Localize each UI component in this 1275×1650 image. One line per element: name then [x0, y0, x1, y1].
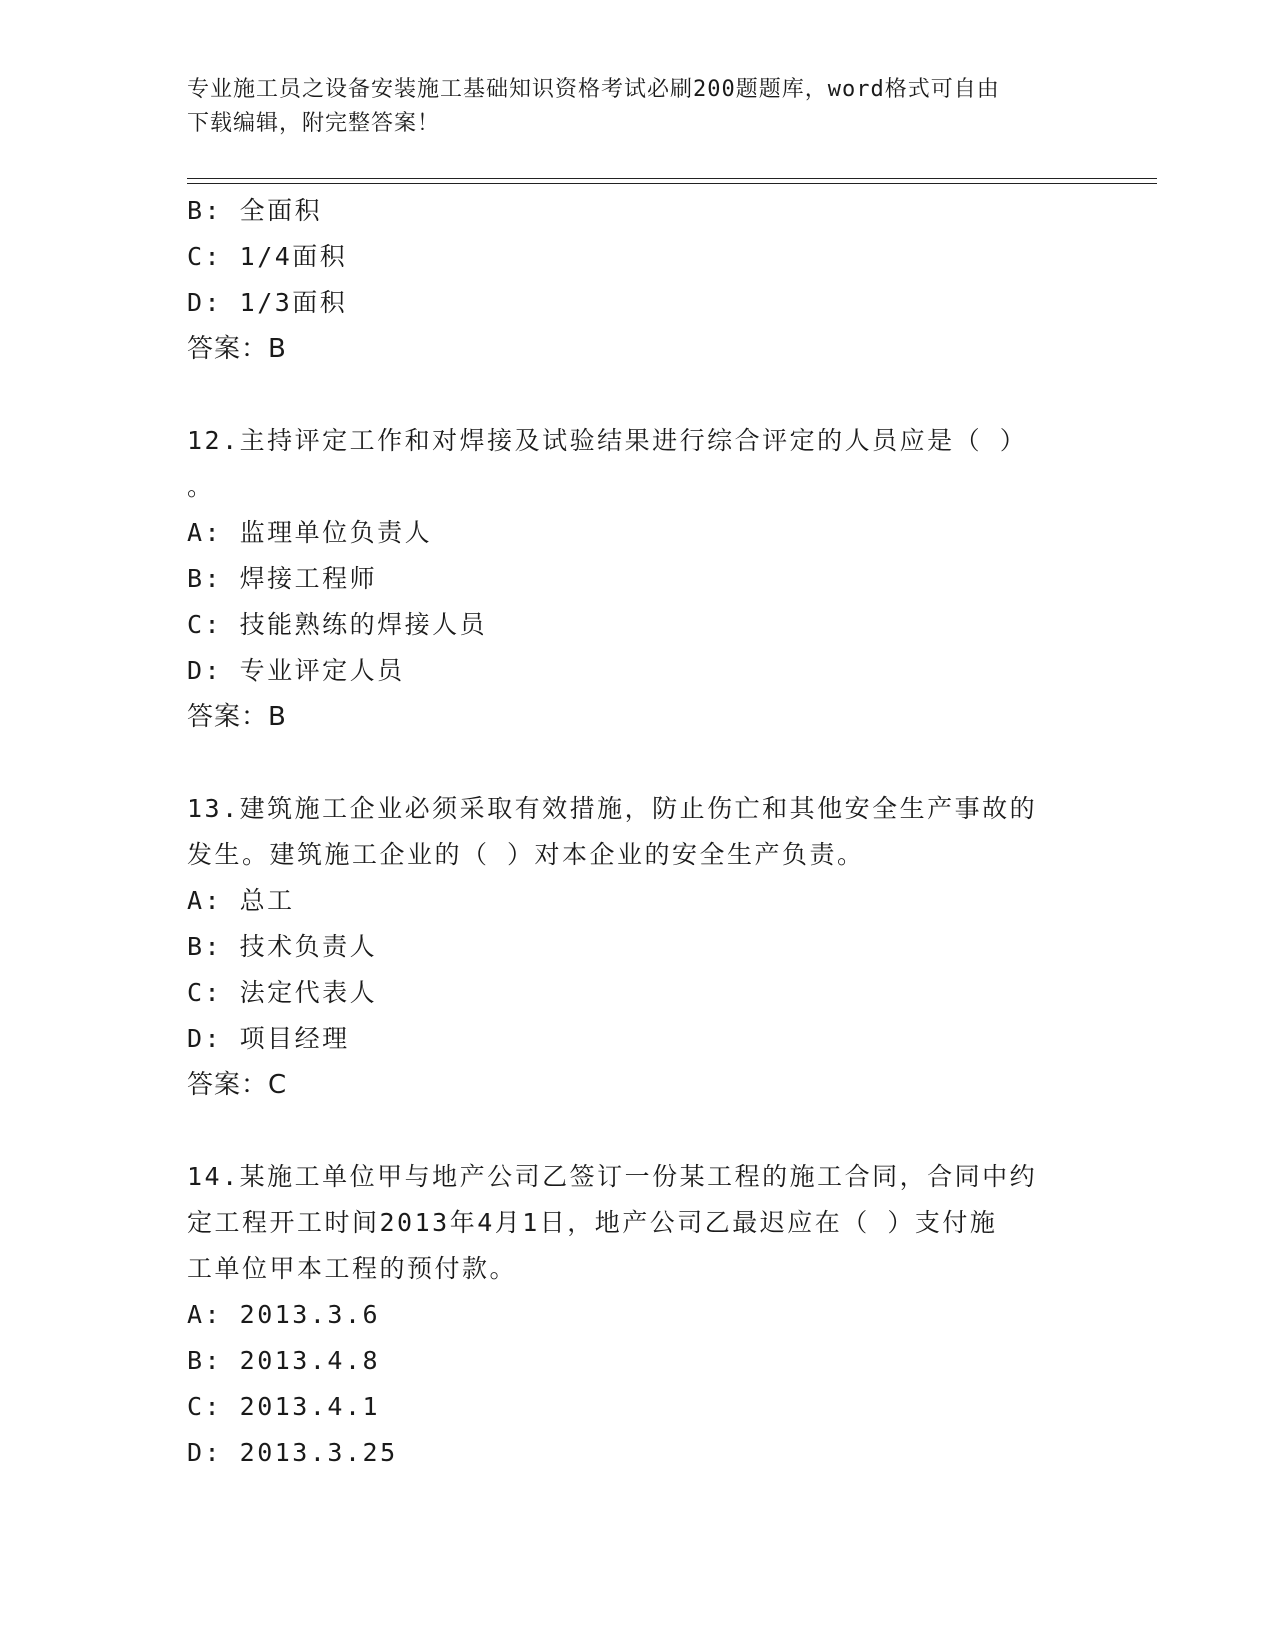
- header-line-2: 下载编辑，附完整答案！: [187, 111, 441, 136]
- option-d: D: 2013.3.25: [187, 1438, 398, 1467]
- spacer: [187, 372, 1157, 418]
- document-header: [187, 73, 1077, 141]
- question-13: [187, 786, 1157, 1108]
- question-stem-line: 发生。建筑施工企业的（ ）对本企业的安全生产负责。: [187, 840, 865, 869]
- spacer: [187, 1108, 1157, 1154]
- option-d: D: 专业评定人员: [187, 656, 405, 685]
- option-c: C: 法定代表人: [187, 978, 378, 1007]
- option-b: B: 2013.4.8: [187, 1346, 381, 1375]
- question-stem-line: 定工程开工时间2013年4月1日，地产公司乙最迟应在（ ）支付施: [187, 1208, 998, 1237]
- option-c: C: 1/4面积: [187, 242, 348, 271]
- question-stem-line: 工单位甲本工程的预付款。: [187, 1254, 518, 1283]
- question-content: [187, 188, 1157, 1476]
- question-12: [187, 418, 1157, 740]
- option-d: D: 1/3面积: [187, 288, 348, 317]
- option-d: D: 项目经理: [187, 1024, 350, 1053]
- option-c: C: 2013.4.1: [187, 1392, 381, 1421]
- spacer: [187, 740, 1157, 786]
- question-stem-line: 13.建筑施工企业必须采取有效措施，防止伤亡和其他安全生产事故的: [187, 794, 1038, 823]
- answer-line: 答案：B: [187, 702, 287, 732]
- document-page: [187, 0, 1157, 1650]
- question-stem-line: 。: [187, 472, 215, 501]
- option-c: C: 技能熟练的焊接人员: [187, 610, 488, 639]
- header-rule-bottom: [187, 183, 1157, 184]
- header-line-1: 专业施工员之设备安装施工基础知识资格考试必刷200题题库，word格式可自由: [187, 77, 1000, 102]
- question-14: [187, 1154, 1157, 1476]
- header-rule-top: [187, 178, 1157, 179]
- option-a: A: 总工: [187, 886, 295, 915]
- option-b: B: 焊接工程师: [187, 564, 378, 593]
- question-11-tail: [187, 188, 1157, 372]
- option-b: B: 全面积: [187, 196, 323, 225]
- option-b: B: 技术负责人: [187, 932, 378, 961]
- option-a: A: 2013.3.6: [187, 1300, 381, 1329]
- question-stem-line: 14.某施工单位甲与地产公司乙签订一份某工程的施工合同，合同中约: [187, 1162, 1038, 1191]
- answer-line: 答案：B: [187, 334, 287, 364]
- answer-line: 答案：C: [187, 1070, 288, 1100]
- option-a: A: 监理单位负责人: [187, 518, 433, 547]
- question-stem-line: 12.主持评定工作和对焊接及试验结果进行综合评定的人员应是（ ）: [187, 426, 1028, 455]
